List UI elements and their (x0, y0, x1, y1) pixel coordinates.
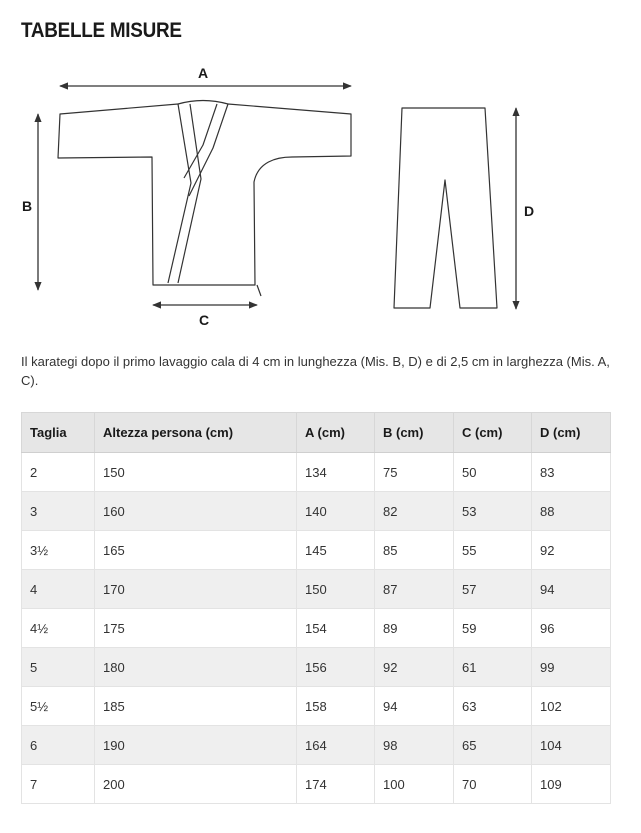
table-cell: 92 (375, 648, 454, 687)
table-cell: 63 (454, 687, 532, 726)
table-cell: 180 (95, 648, 297, 687)
table-cell: 154 (297, 609, 375, 648)
size-diagram (0, 55, 641, 335)
column-header: D (cm) (532, 413, 611, 453)
table-row (22, 609, 611, 648)
table-cell: 175 (95, 609, 297, 648)
label-b: B (22, 198, 33, 214)
table-header-row (22, 413, 611, 453)
jacket-outline-icon (58, 101, 351, 297)
table-cell: 7 (22, 765, 95, 804)
table-cell: 59 (454, 609, 532, 648)
table-cell: 94 (532, 570, 611, 609)
pants-outline-icon (394, 108, 497, 308)
column-header: Altezza persona (cm) (95, 413, 297, 453)
table-cell: 89 (375, 609, 454, 648)
table-cell: 100 (375, 765, 454, 804)
table-row (22, 648, 611, 687)
table-cell: 87 (375, 570, 454, 609)
table-cell: 200 (95, 765, 297, 804)
table-cell: 5½ (22, 687, 95, 726)
label-c: C (198, 312, 210, 328)
size-table (21, 412, 611, 804)
dimension-arrow-icon (38, 86, 516, 309)
table-cell: 4 (22, 570, 95, 609)
table-cell: 134 (297, 453, 375, 492)
table-cell: 185 (95, 687, 297, 726)
table-row (22, 687, 611, 726)
table-cell: 158 (297, 687, 375, 726)
table-cell: 3 (22, 492, 95, 531)
table-cell: 6 (22, 726, 95, 765)
table-cell: 104 (532, 726, 611, 765)
label-a: A (197, 65, 209, 81)
table-cell: 65 (454, 726, 532, 765)
table-cell: 150 (95, 453, 297, 492)
table-cell: 83 (532, 453, 611, 492)
table-cell: 3½ (22, 531, 95, 570)
table-cell: 5 (22, 648, 95, 687)
table-cell: 150 (297, 570, 375, 609)
table-cell: 82 (375, 492, 454, 531)
table-cell: 170 (95, 570, 297, 609)
table-row (22, 492, 611, 531)
table-cell: 174 (297, 765, 375, 804)
page-title: TABELLE MISURE (21, 19, 182, 42)
table-cell: 57 (454, 570, 532, 609)
column-header: Taglia (22, 413, 95, 453)
table-cell: 94 (375, 687, 454, 726)
column-header: C (cm) (454, 413, 532, 453)
table-cell: 4½ (22, 609, 95, 648)
table-cell: 85 (375, 531, 454, 570)
column-header: A (cm) (297, 413, 375, 453)
table-cell: 96 (532, 609, 611, 648)
table-row (22, 453, 611, 492)
table-row (22, 726, 611, 765)
table-cell: 165 (95, 531, 297, 570)
table-cell: 88 (532, 492, 611, 531)
table-row (22, 531, 611, 570)
table-cell: 190 (95, 726, 297, 765)
table-cell: 50 (454, 453, 532, 492)
shrinkage-note: Il karategi dopo il primo lavaggio cala di 4 cm in lunghezza (Mis. B, D) e di 2,5 cm in larghezza (Mis. A, C). (21, 354, 610, 388)
table-cell: 109 (532, 765, 611, 804)
table-cell: 75 (375, 453, 454, 492)
table-row (22, 570, 611, 609)
table-cell: 98 (375, 726, 454, 765)
table-cell: 53 (454, 492, 532, 531)
table-cell: 61 (454, 648, 532, 687)
table-cell: 156 (297, 648, 375, 687)
table-cell: 164 (297, 726, 375, 765)
table-cell: 92 (532, 531, 611, 570)
table-cell: 145 (297, 531, 375, 570)
table-cell: 160 (95, 492, 297, 531)
table-row (22, 765, 611, 804)
table-cell: 99 (532, 648, 611, 687)
table-cell: 102 (532, 687, 611, 726)
table-cell: 70 (454, 765, 532, 804)
table-cell: 55 (454, 531, 532, 570)
label-d: D (524, 203, 535, 219)
table-cell: 2 (22, 453, 95, 492)
table-cell: 140 (297, 492, 375, 531)
column-header: B (cm) (375, 413, 454, 453)
